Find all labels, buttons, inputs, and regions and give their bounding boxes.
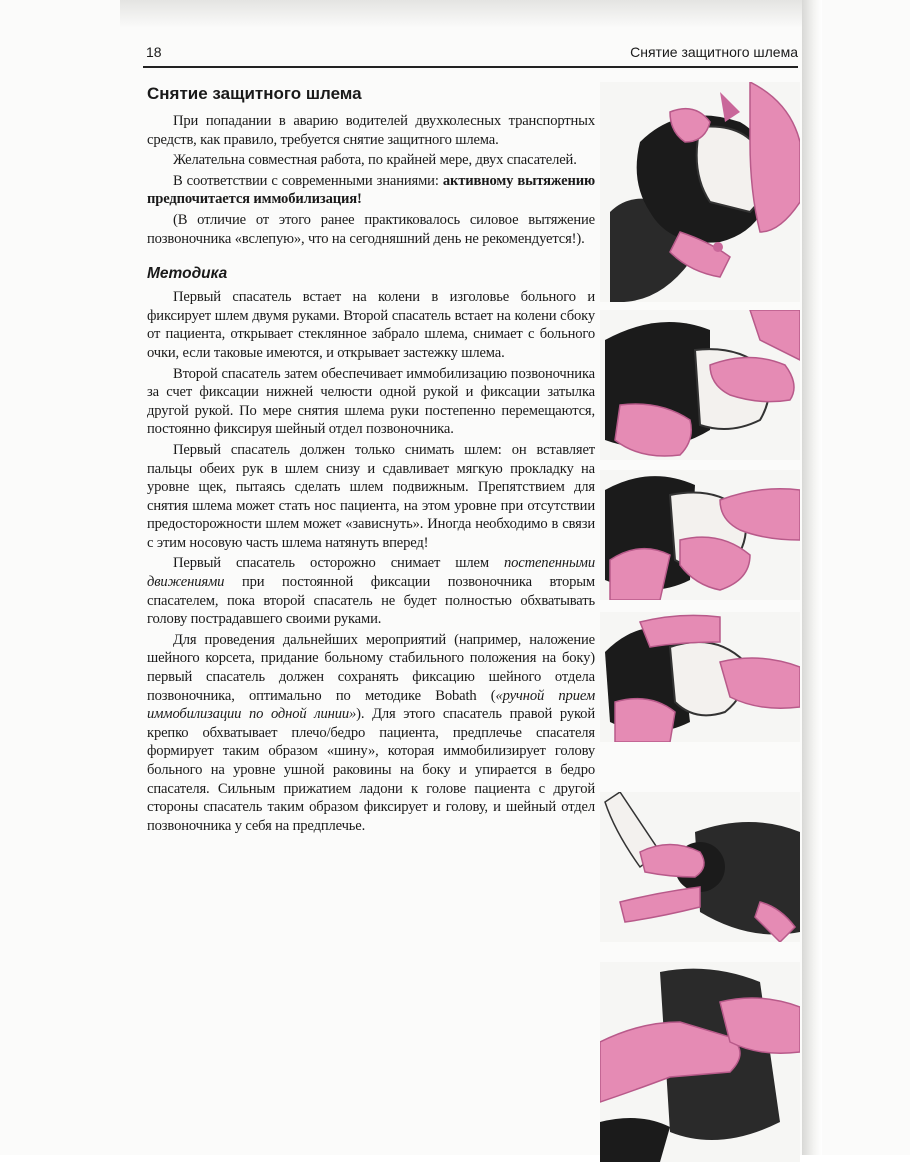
scan-shadow-top [120,0,810,28]
text-run: при постоянной фиксации позвоночника вторым спасателем, пока второй спасатель не будет полностью обхватывать голову пострадавшего своими руками. [147,574,595,628]
paragraph [147,172,595,209]
paragraph [147,554,595,628]
paragraph: При попадании в аварию водителей двухколесных транспортных средств, как правило, требуется снятие защитного шлема. [147,113,595,148]
paragraph: Первый спасатель должен только снимать шлем: он вставляет пальцы обеих рук в шлем снизу и сдавливает мягкую прокладку на уровне щек, пытаясь сделать шлем подвижным. Препятствием для снятия шлема может стать нос пациента, на этом уровне при отсутствии предосторожности шлем может «зависнуть». Иногда необходимо в связи с этим носовую часть шлема натянуть вперед! [147,441,595,551]
text-column [147,84,595,835]
page-number: 18 [146,44,162,60]
page-edge-shadow [802,0,822,1155]
helmet-visor-open-icon [600,82,800,302]
subsection-title: Методика [147,265,228,283]
helmet-fixation-icon [600,310,800,460]
paragraph: Первый спасатель встает на колени в изголовье больного и фиксирует шлем двумя руками. Второй спасатель встает на колени сбоку от пациента, открывает стеклянное забрало шлема, снимает с больного очки, если таковые имеются, и открывает застежку шлема. [147,289,595,361]
bobath-forearm-splint-icon [600,962,800,1162]
paragraph: Желательна совместная работа, по крайней мере, двух спасателей. [173,152,577,169]
paragraph: (В отличие от этого ранее практиковалось силовое вытяжение позвоночника «вслепую», что на сегодняшний день не рекомендуется!). [147,211,595,247]
running-title: Снятие защитного шлема [630,44,798,60]
jaw-neck-fixation-icon [600,470,800,600]
head-support-icon [600,650,800,780]
text-run: В соответствии с современными знаниями: [173,172,443,189]
emphasis-italic: постепенными движениями [147,555,595,591]
text-run: ). Для этого спасатель правой рукой крепко обхватывает плечо/бедро пациента, предплечье спасателя формирует таким образом «шину», которая иммобилизирует голову больного на уровне ушной раковины на боку и упирается в бедро спасателя. Сильным прижатием ладони к голове пациента с другой стороны спасатель таким образом фиксирует и голову, и шейный отдел позвоночника у себя на предплечье. [147,706,595,834]
section-title: Снятие защитного шлема [147,84,362,103]
emphasis-italic: «ручной прием иммобилизации по одной линии» [147,687,595,723]
emphasis-bold: активному вытяжению предпочитается иммобилизация! [147,172,595,208]
text-run: Для проведения дальнейших мероприятий (например, наложение шейного корсета, придание больному стабильного положения на боку) первый спасатель должен сохранять фиксацию шейного отдела позвоночника, оптимально по методике Bobath ( [147,631,595,704]
paragraph: Второй спасатель затем обеспечивает иммобилизацию позвоночника за счет фиксации нижней челюсти одной рукой и фиксации затылка другой рукой. По мере снятия шлема руки постепенно перемещаются, постоянно фиксируя шейный отдел позвоночника. [147,365,595,438]
header-rule [143,66,798,68]
text-run: Первый спасатель осторожно снимает шлем [173,555,504,572]
side-position-icon [600,792,800,942]
paragraph [147,631,595,836]
